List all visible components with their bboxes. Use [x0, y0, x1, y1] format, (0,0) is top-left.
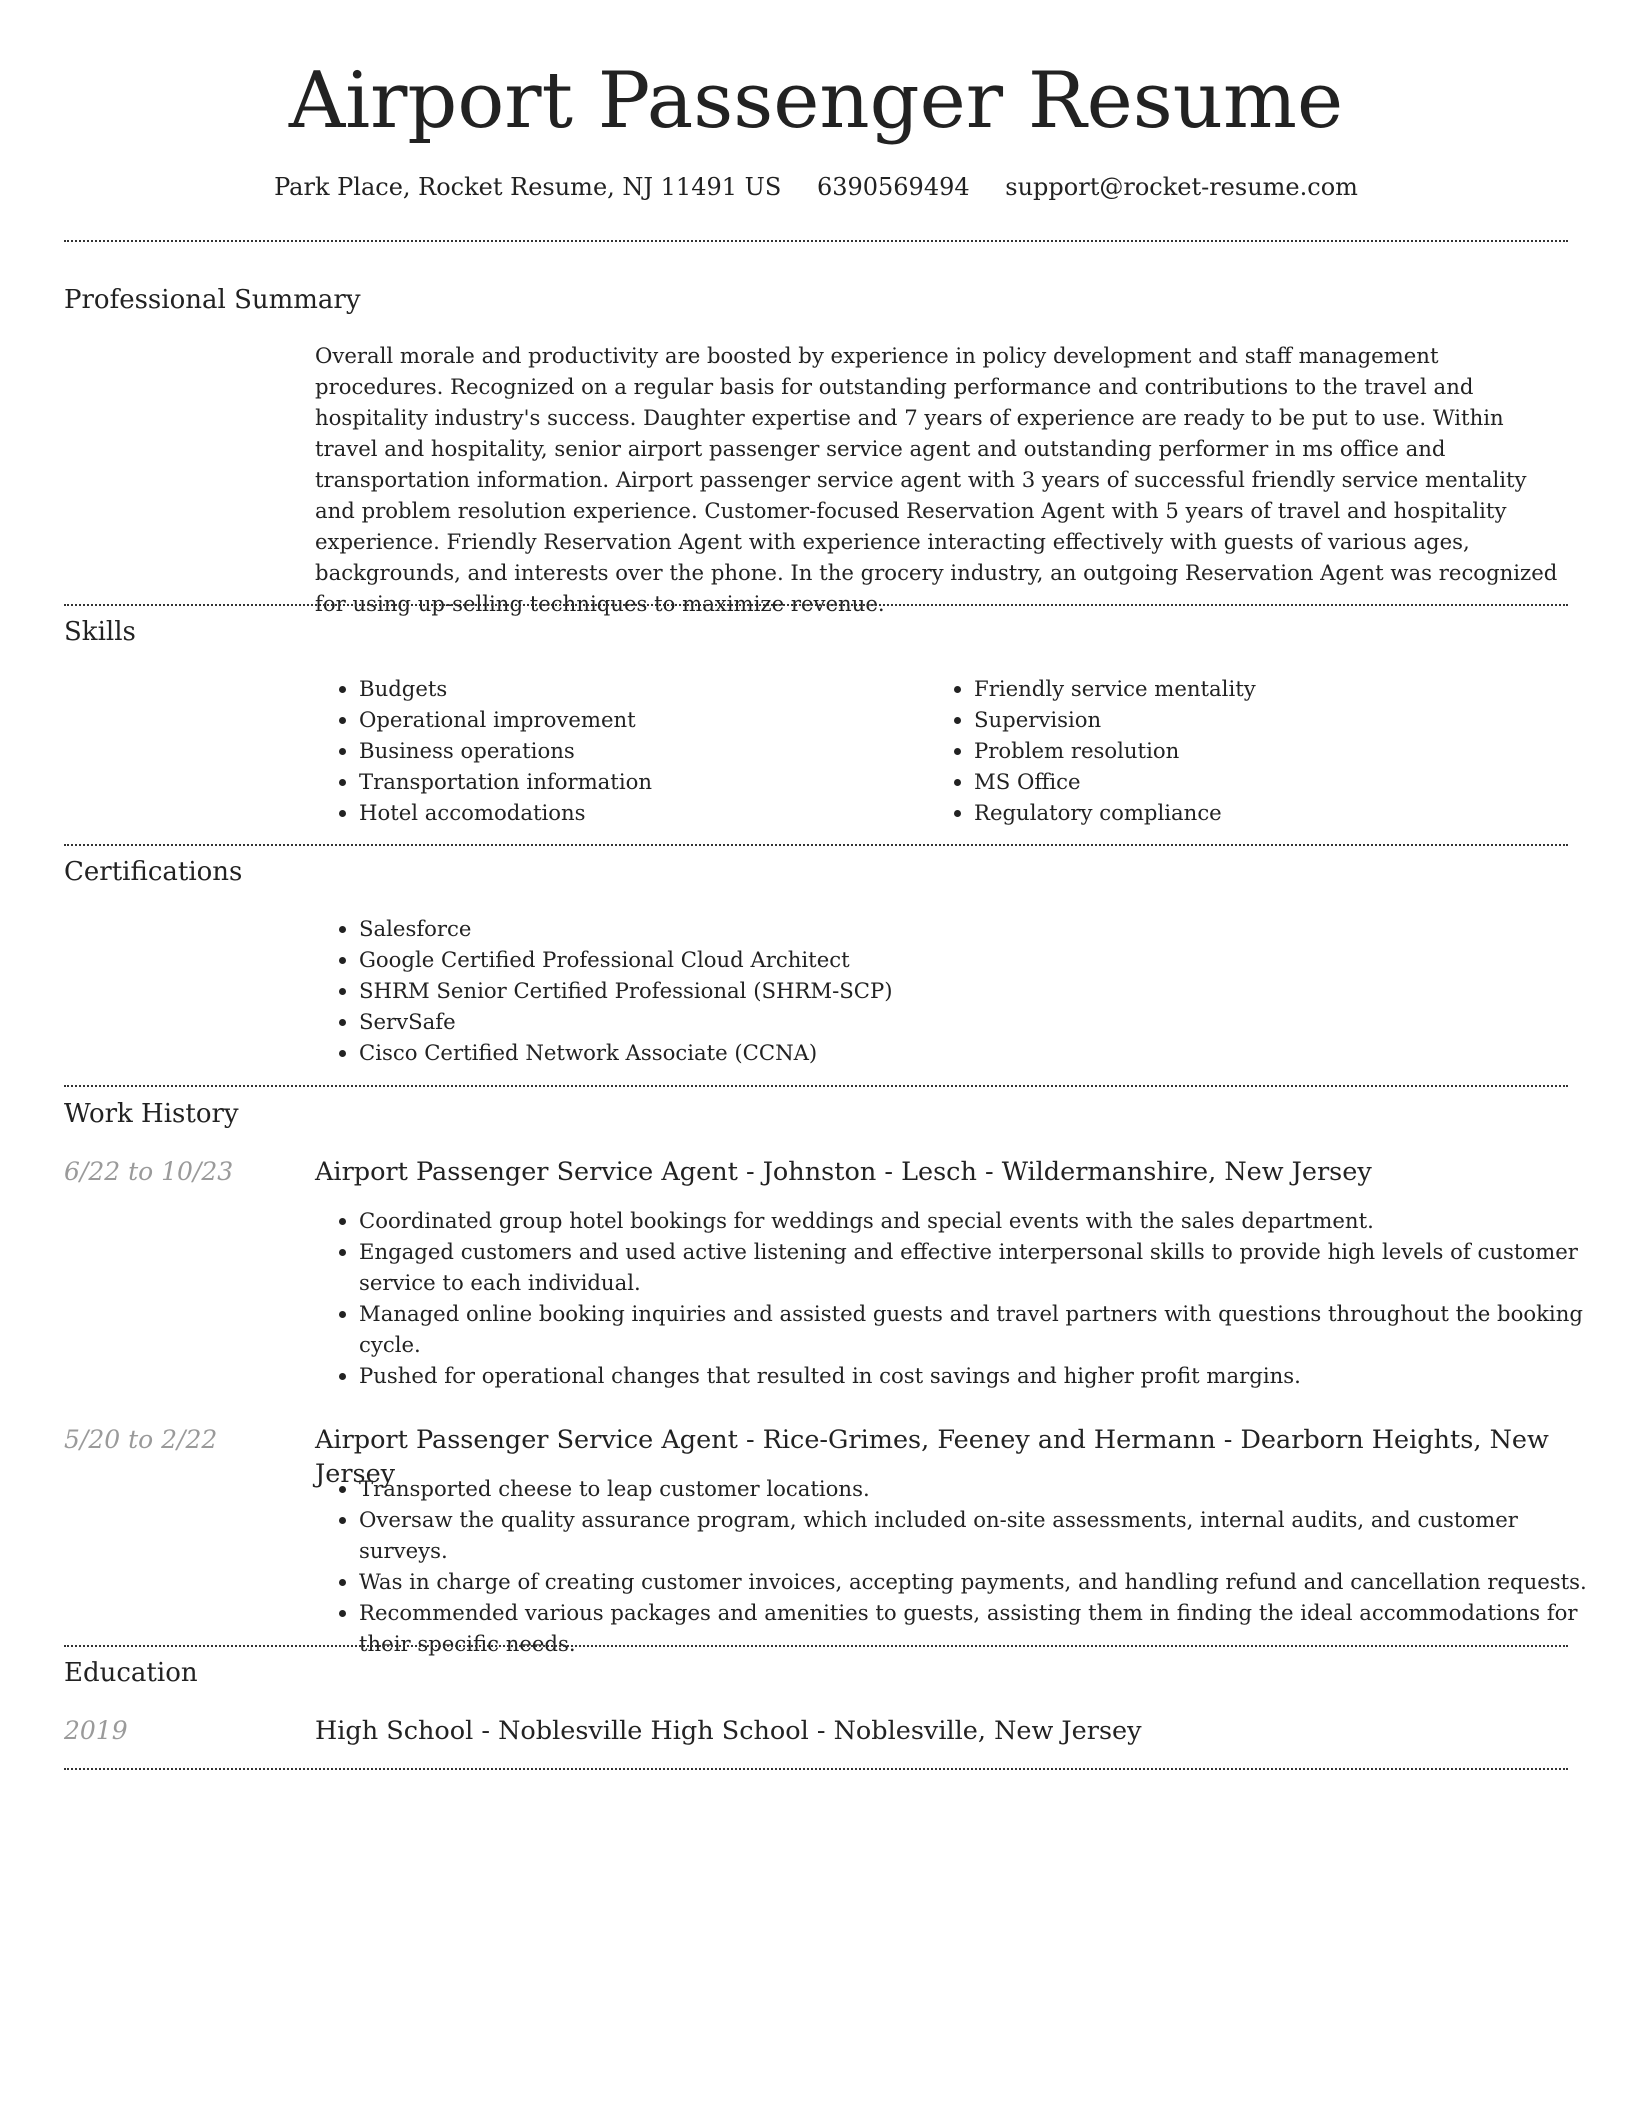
divider [64, 1085, 1568, 1087]
education-entry: High School - Noblesville High School - Noblesville, New Jersey [315, 1716, 1142, 1746]
list-item: • Business operations [359, 735, 919, 766]
job-title: Airport Passenger Service Agent - Rice-Grimes, Feeney and Hermann - Dearborn Heights, New Jersey [315, 1425, 1549, 1489]
list-item: • Budgets [359, 673, 919, 704]
list-item: • Friendly service mentality [974, 673, 1594, 704]
list-item: • Regulatory compliance [974, 797, 1594, 828]
job-dates: 5/20 to 2/22 [64, 1425, 218, 1454]
section-title-work-history: Work History [64, 1099, 239, 1129]
job-bullets [315, 1473, 1609, 1659]
education-year: 2019 [64, 1716, 128, 1745]
contact-line [0, 170, 1632, 204]
skills-list-left [315, 673, 919, 828]
section-title-skills: Skills [64, 617, 136, 647]
list-item: • SHRM Senior Certified Professional (SHRM-SCP) [359, 975, 1609, 1006]
job-bullets [315, 1205, 1609, 1391]
section-title-summary: Professional Summary [64, 285, 361, 315]
divider [64, 1768, 1568, 1770]
list-item: • Hotel accomodations [359, 797, 919, 828]
list-item: • Engaged customers and used active listening and effective interpersonal skills to provide high levels of customer service to each individual. [359, 1236, 1609, 1298]
list-item: • Recommended various packages and amenities to guests, assisting them in finding the ideal accommodations for their specific needs. [359, 1597, 1609, 1659]
section-title-certifications: Certifications [64, 857, 243, 887]
divider [64, 1645, 1568, 1647]
list-item: • MS Office [974, 766, 1594, 797]
section-title-education: Education [64, 1658, 198, 1688]
list-item: • Oversaw the quality assurance program, which included on-site assessments, internal audits, and customer surveys. [359, 1504, 1609, 1566]
skills-list-right [930, 673, 1594, 828]
list-item: • Problem resolution [974, 735, 1594, 766]
certifications-list [315, 913, 1609, 1068]
list-item: • Managed online booking inquiries and assisted guests and travel partners with questions throughout the booking cycle. [359, 1298, 1609, 1360]
list-item: • Operational improvement [359, 704, 919, 735]
list-item: • Supervision [974, 704, 1594, 735]
list-item: • Coordinated group hotel bookings for weddings and special events with the sales department. [359, 1205, 1609, 1236]
divider [64, 240, 1568, 242]
list-item: • Was in charge of creating customer invoices, accepting payments, and handling refund and cancellation requests. [359, 1566, 1609, 1597]
resume-title: Airport Passenger Resume [288, 56, 1344, 146]
list-item: • Salesforce [359, 913, 1609, 944]
summary-text: Overall morale and productivity are boosted by experience in policy development and staff management procedures. Recognized on a regular basis for outstanding performance and contributions to the travel and hospitality industry's success. Daughter expertise and 7 years of experience are ready to be put to use. Within travel and hospitality, senior airport passenger service agent and outstanding performer in ms office and transportation information. Airport passenger service agent with 3 years of successful friendly service mentality and problem resolution experience. Customer-focused Reservation Agent with 5 years of travel and hospitality experience. Friendly Reservation Agent with experience interacting effectively with guests of various ages, backgrounds, and interests over the phone. In the grocery industry, an outgoing Reservation Agent was recognized for using up-selling techniques to maximize revenue. [315, 343, 1558, 616]
list-item: • Transportation information [359, 766, 919, 797]
list-item: • Pushed for operational changes that resulted in cost savings and higher profit margins. [359, 1360, 1609, 1391]
contact-email: support@rocket-resume.com [1005, 173, 1358, 201]
divider [64, 844, 1568, 846]
divider [64, 604, 1568, 606]
list-item: • ServSafe [359, 1006, 1609, 1037]
contact-phone: 6390569494 [816, 173, 970, 201]
contact-address: Park Place, Rocket Resume, NJ 11491 US [274, 173, 782, 201]
list-item: • Cisco Certified Network Associate (CCNA) [359, 1037, 1609, 1068]
job-dates: 6/22 to 10/23 [64, 1157, 234, 1186]
job-title: Airport Passenger Service Agent - Johnston - Lesch - Wildermanshire, New Jersey [315, 1157, 1372, 1187]
list-item: • Google Certified Professional Cloud Architect [359, 944, 1609, 975]
list-item: • Transported cheese to leap customer locations. [359, 1473, 1609, 1504]
